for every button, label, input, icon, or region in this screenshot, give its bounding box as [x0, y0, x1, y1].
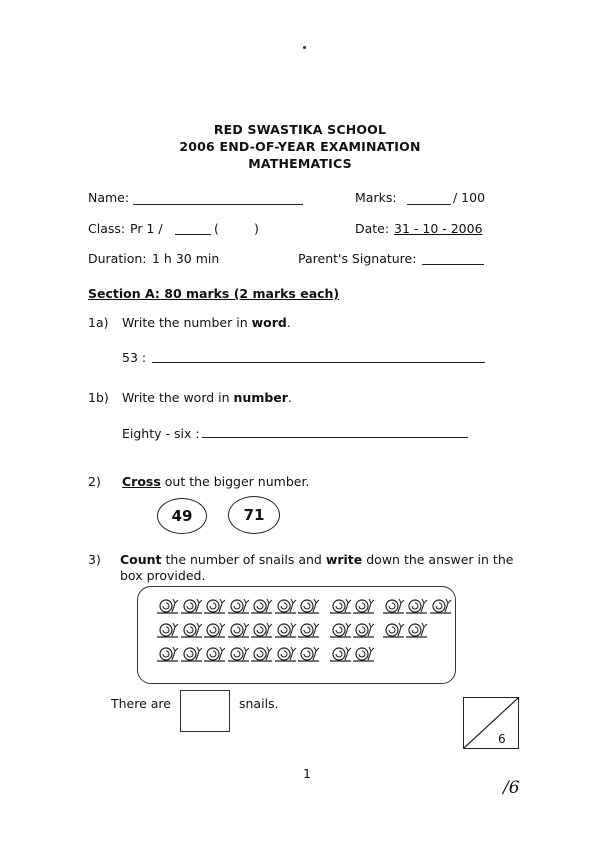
date-label: Date: — [355, 221, 390, 236]
q1a-prompt: 53 : — [122, 350, 147, 365]
score-box-diagonal — [464, 698, 518, 748]
snail-icon — [382, 597, 406, 615]
number-71: 71 — [243, 506, 265, 524]
q3-text-post: down the answer in the — [362, 552, 514, 567]
snail-icon — [405, 597, 429, 615]
q1a-text-pre: Write the number in — [122, 315, 252, 330]
q1a-text-post: . — [286, 315, 291, 330]
snail-icon — [250, 597, 274, 615]
snail-icon — [227, 597, 251, 615]
q1a-text-bold: word — [251, 315, 287, 330]
name-field[interactable] — [133, 204, 303, 205]
snail-icon — [297, 621, 321, 639]
name-label: Name: — [88, 190, 130, 205]
marks-label: Marks: — [355, 190, 397, 205]
snail-icon — [329, 621, 353, 639]
q2-text-post: out the bigger number. — [160, 474, 310, 489]
number-49: 49 — [171, 507, 193, 525]
section-title: Section A: 80 marks (2 marks each) — [88, 286, 340, 301]
snail-box — [137, 586, 456, 684]
class-paren-open: ( — [214, 221, 219, 236]
snail-icon — [297, 645, 321, 663]
q1b-text-pre: Write the word in — [122, 390, 234, 405]
snail-icon — [352, 621, 376, 639]
page-number: 1 — [303, 766, 311, 781]
q2-text — [122, 474, 309, 489]
snail-icon — [297, 597, 321, 615]
snail-icon — [203, 597, 227, 615]
q1b-text-bold: number — [233, 390, 288, 405]
class-paren-close: ) — [254, 221, 259, 236]
q3-number: 3) — [88, 552, 101, 567]
snail-icon — [274, 621, 298, 639]
snail-icon — [429, 597, 453, 615]
snail-icon — [156, 597, 180, 615]
snail-icon — [405, 621, 429, 639]
snail-icon — [227, 645, 251, 663]
duration-label: Duration: — [88, 251, 147, 266]
score-box-value: 6 — [498, 732, 506, 746]
q1a-text — [122, 315, 291, 330]
snail-icon — [227, 621, 251, 639]
q1a-number: 1a) — [88, 315, 109, 330]
q1a-answer-line[interactable] — [152, 362, 485, 363]
school-name: RED SWASTIKA SCHOOL — [213, 122, 387, 137]
snail-icon — [180, 597, 204, 615]
q3-bold-write: write — [325, 552, 363, 567]
answer-text-pre: There are — [111, 696, 171, 711]
class-value: Pr 1 / — [130, 221, 163, 236]
signature-label: Parent's Signature: — [298, 251, 417, 266]
q2-text-underlined: Cross — [122, 474, 161, 489]
snail-icon — [250, 621, 274, 639]
date-value: 31 - 10 - 2006 — [394, 221, 483, 236]
subject-title: MATHEMATICS — [248, 156, 352, 171]
snail-icon — [382, 621, 406, 639]
q2-number: 2) — [88, 474, 101, 489]
duration-value: 1 h 30 min — [152, 251, 220, 266]
number-oval-71[interactable] — [228, 496, 280, 534]
q3-text-line1 — [120, 552, 513, 567]
signature-field[interactable] — [422, 264, 484, 265]
snail-icon — [352, 645, 376, 663]
snail-icon — [156, 621, 180, 639]
q1b-answer-line[interactable] — [202, 437, 468, 438]
snail-icon — [180, 645, 204, 663]
handwritten-score: /6 — [503, 778, 520, 798]
scan-dot — [303, 46, 306, 49]
score-box — [463, 697, 519, 749]
marks-field[interactable] — [407, 204, 451, 205]
snail-icon — [203, 621, 227, 639]
q1b-number: 1b) — [88, 390, 109, 405]
snail-icon — [180, 621, 204, 639]
snail-icon — [203, 645, 227, 663]
class-label: Class: — [88, 221, 126, 236]
q1b-text-post: . — [287, 390, 292, 405]
snail-icon — [352, 597, 376, 615]
snail-icon — [329, 645, 353, 663]
snail-icon — [250, 645, 274, 663]
q3-text-line2: box provided. — [120, 568, 206, 583]
q3-bold-count: Count — [120, 552, 162, 567]
snail-icon — [274, 597, 298, 615]
marks-total: / 100 — [453, 190, 486, 205]
snail-icon — [274, 645, 298, 663]
exam-title: 2006 END-OF-YEAR EXAMINATION — [179, 139, 421, 154]
answer-text-post: snails. — [239, 696, 279, 711]
snail-icon — [329, 597, 353, 615]
class-field[interactable] — [175, 234, 211, 235]
snail-icon — [156, 645, 180, 663]
q1b-prompt: Eighty - six : — [122, 426, 200, 441]
q1b-text — [122, 390, 292, 405]
answer-box[interactable] — [180, 690, 230, 732]
number-oval-49[interactable] — [157, 498, 207, 534]
q3-text-mid: the number of snails and — [161, 552, 326, 567]
